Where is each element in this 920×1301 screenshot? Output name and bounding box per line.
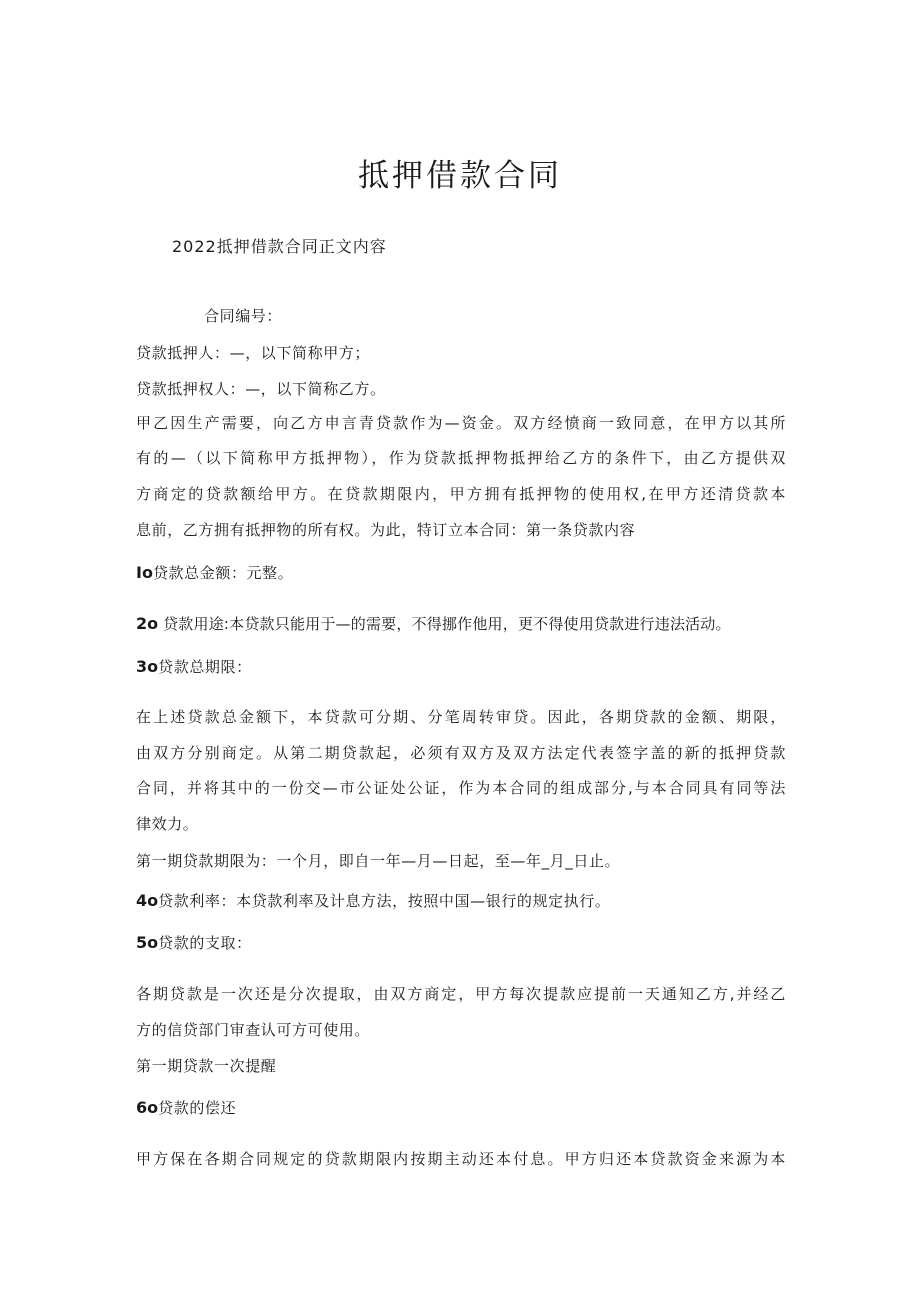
clause-marker: 4o — [136, 891, 159, 910]
paragraph-line: 在上述贷款总金额下，本贷款可分期、分笔周转审贷。因此，各期贷款的金额、期限， — [136, 708, 786, 726]
paragraph-line: 甲乙因生产需要，向乙方申言青贷款作为—资金。双方经愤商一致同意，在甲方以其所 — [136, 414, 786, 432]
paragraph-line: 合同，并将其中的一份交—市公证处公证，作为本合同的组成部分,与本合同具有同等法 — [136, 779, 786, 797]
clause-text: 贷款的支取： — [158, 934, 252, 952]
clause-marker: 5o — [136, 933, 159, 952]
paragraph-line: 有的—（以下简称甲方抵押物），作为贷款抵押物抵押给乙方的条件下，由乙方提供双 — [136, 449, 786, 467]
first-period-note: 第一期贷款一次提醒 — [136, 1057, 277, 1075]
first-period-term: 第一期贷款期限为：一个月，即自一年—月—日起，至—年_月_日止。 — [136, 852, 621, 870]
paragraph-line: 方的信贷部门审查认可方可使用。 — [136, 1021, 371, 1039]
clause-text: 贷款用途:本贷款只能用于—的需要，不得挪作他用，更不得使用贷款进行违法活动。 — [163, 615, 731, 633]
clause-marker: 3o — [136, 657, 159, 676]
clause-4 — [136, 890, 611, 911]
clause-text: 贷款总金额：元整。 — [152, 564, 294, 582]
mortgagor-line: 贷款抵押人：—，以下简称甲方； — [136, 344, 371, 362]
clause-3 — [136, 656, 252, 677]
clause-marker: Io — [136, 563, 153, 582]
document-title: 抵押借款合同 — [358, 158, 562, 194]
clause-text: 贷款的偿还 — [158, 1099, 237, 1117]
clause-marker: 6o — [136, 1098, 159, 1117]
clause-1 — [136, 562, 293, 583]
paragraph-line: 各期贷款是一次还是分次提取，由双方商定，甲方每次提款应提前一天通知乙方,并经乙 — [136, 985, 786, 1003]
paragraph-line: 息前，乙方拥有抵押物的所有权。为此，特订立本合同：第一条贷款内容 — [136, 521, 636, 539]
clause-text: 贷款总期限： — [158, 658, 252, 676]
paragraph-line: 律效力。 — [136, 815, 199, 833]
paragraph-line: 方商定的贷款额给甲方。在贷款期限内，甲方拥有抵押物的使用权,在甲方还清贷款本 — [136, 485, 786, 503]
paragraph-line: 甲方保在各期合同规定的贷款期限内按期主动还本付息。甲方归还本贷款资金来源为本 — [136, 1150, 786, 1168]
paragraph-line: 由双方分别商定。从第二期贷款起，必须有双方及双方法定代表签字盖的新的抵押贷款 — [136, 744, 786, 762]
contract-number-label: 合同编号： — [204, 307, 283, 325]
clause-2 — [136, 613, 731, 634]
clause-5 — [136, 932, 252, 953]
clause-text: 贷款利率：本贷款利率及计息方法，按照中国—银行的规定执行。 — [158, 892, 611, 910]
mortgagee-line: 贷款抵押权人：—，以下简称乙方。 — [136, 380, 386, 398]
clause-marker: 2o — [136, 614, 159, 633]
clause-6 — [136, 1097, 236, 1118]
document-subtitle: 2022抵押借款合同正文内容 — [172, 237, 387, 256]
